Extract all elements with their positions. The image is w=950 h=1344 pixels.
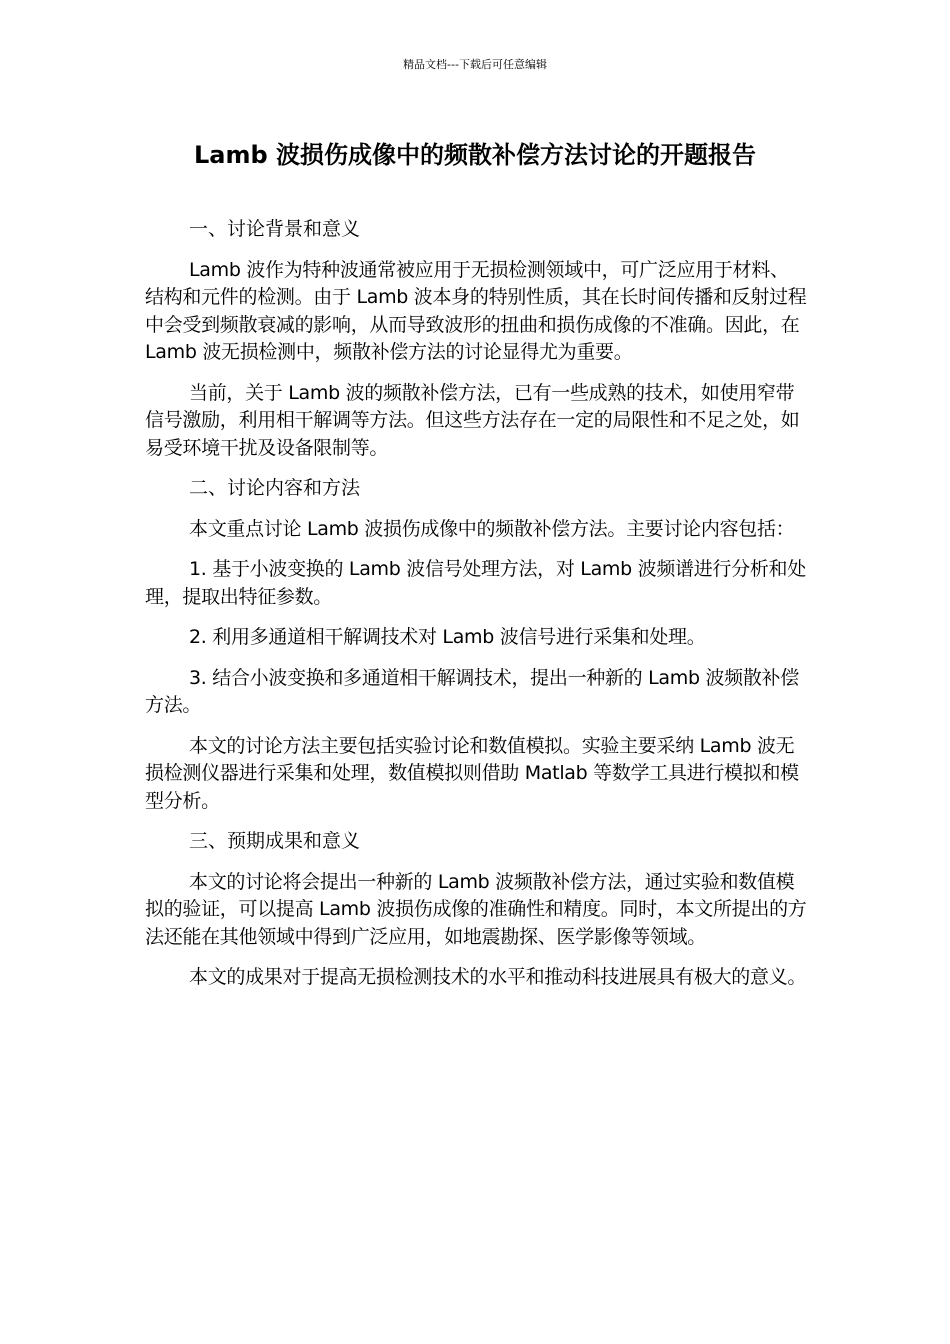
paragraph: 本文的讨论方法主要包括实验讨论和数值模拟。实验主要采纳 Lamb 波无损检测仪器进行采集和处理，数值模拟则借助 Matlab 等数学工具进行模拟和模型分析。 xyxy=(145,734,799,812)
section-heading-background: 一、讨论背景和意义 xyxy=(189,218,361,240)
section-heading-content-methods: 二、讨论内容和方法 xyxy=(189,477,361,499)
paragraph: 本文的成果对于提高无损检测技术的水平和推动科技进展具有极大的意义。 xyxy=(189,966,807,988)
section-heading-expected-results: 三、预期成果和意义 xyxy=(189,830,361,852)
document-title: Lamb 波损伤成像中的频散补偿方法讨论的开题报告 xyxy=(193,141,757,169)
list-item: 2. 利用多通道相干解调技术对 Lamb 波信号进行采集和处理。 xyxy=(189,626,706,648)
list-item: 3. 结合小波变换和多通道相干解调技术，提出一种新的 Lamb 波频散补偿方法。 xyxy=(145,666,799,716)
paragraph: 当前，关于 Lamb 波的频散补偿方法，已有一些成熟的技术，如使用窄带信号激励，利用相干解调等方法。但这些方法存在一定的局限性和不足之处，如易受环境干扰及设备限制等。 xyxy=(145,381,800,459)
paragraph: 本文的讨论将会提出一种新的 Lamb 波频散补偿方法，通过实验和数值模拟的验证，可以提高 Lamb 波损伤成像的准确性和精度。同时，本文所提出的方法还能在其他领域中得到广泛应用，如地震勘探、医学影像等领域。 xyxy=(145,870,807,948)
list-item: 1. 基于小波变换的 Lamb 波信号处理方法，对 Lamb 波频谱进行分析和处理，提取出特征参数。 xyxy=(145,558,806,608)
page-header: 精品文档---下载后可任意编辑 xyxy=(403,58,547,71)
paragraph: 本文重点讨论 Lamb 波损伤成像中的频散补偿方法。主要讨论内容包括： xyxy=(189,517,795,540)
document-body xyxy=(145,216,807,1005)
paragraph: Lamb 波作为特种波通常被应用于无损检测领域中，可广泛应用于材料、结构和元件的检测。由于 Lamb 波本身的特别性质，其在长时间传播和反射过程中会受到频散衰减的影响，从而导致波形的扭曲和损伤成像的不准确。因此，在 Lamb 波无损检测中，频散补偿方法的讨论显得尤为重要。 xyxy=(145,258,807,363)
